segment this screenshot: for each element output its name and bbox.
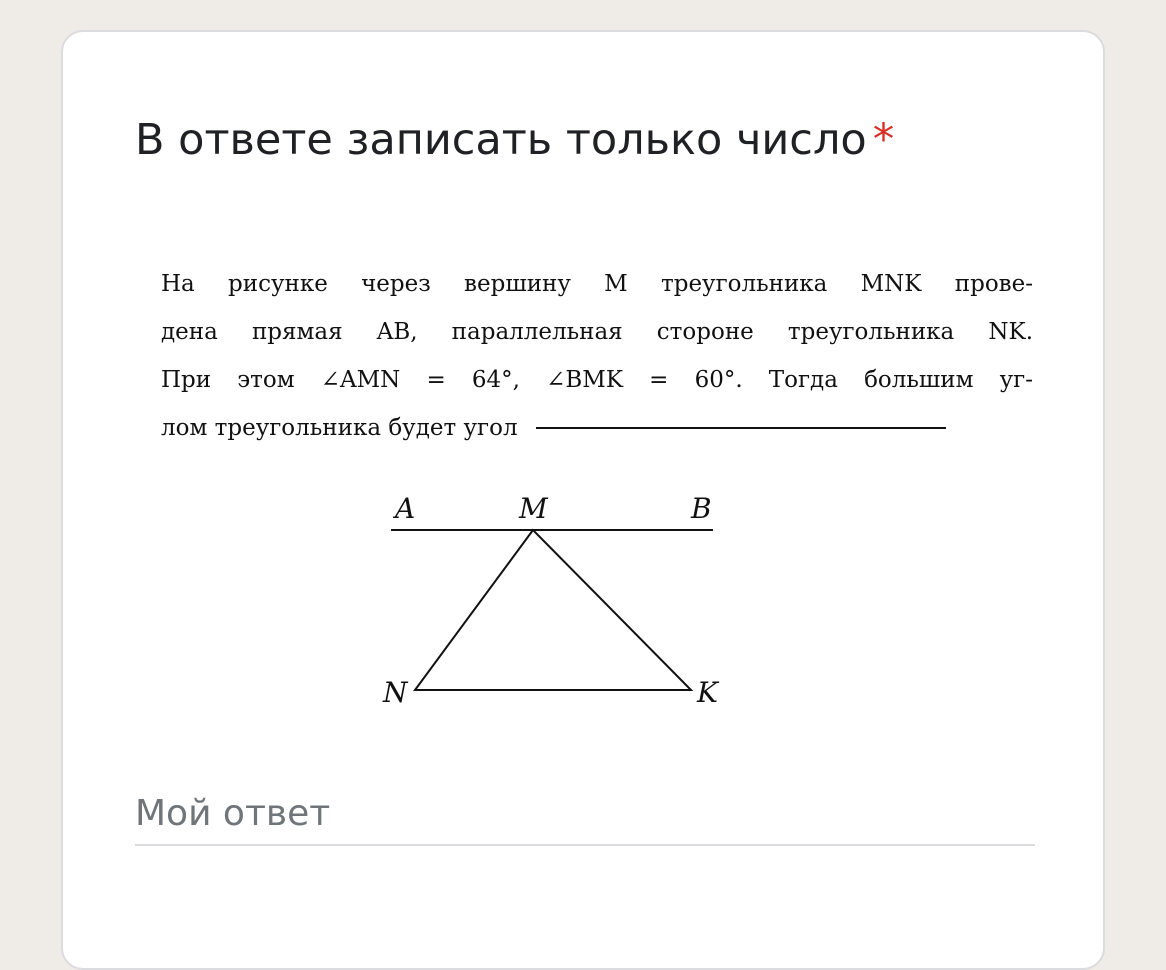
point-label-k: K [697, 676, 718, 709]
problem-line-4-text: лом треугольника будет угол [161, 415, 518, 441]
answer-input[interactable] [135, 782, 1035, 846]
question-title [135, 114, 894, 166]
problem-line-3: При этом ∠AMN = 64°, ∠BMK = 60°. Тогда большим уг- [161, 367, 1033, 393]
required-asterisk: * [872, 115, 895, 165]
question-card [61, 30, 1105, 970]
problem-line-4 [161, 404, 1033, 452]
point-label-m: M [519, 492, 548, 525]
problem-line-1: На рисунке через вершину M треугольника MNK прове- [161, 271, 1033, 297]
point-label-n: N [383, 676, 408, 709]
question-title-text: В ответе записать только число [135, 115, 867, 165]
point-label-b: B [691, 492, 712, 525]
answer-blank-line [536, 427, 946, 429]
problem-text [161, 260, 1033, 452]
problem-line-2: дена прямая AB, параллельная стороне треугольника NK. [161, 319, 1033, 345]
triangle-mnk [415, 530, 691, 690]
triangle-figure [373, 482, 733, 722]
point-label-a: A [395, 492, 416, 525]
